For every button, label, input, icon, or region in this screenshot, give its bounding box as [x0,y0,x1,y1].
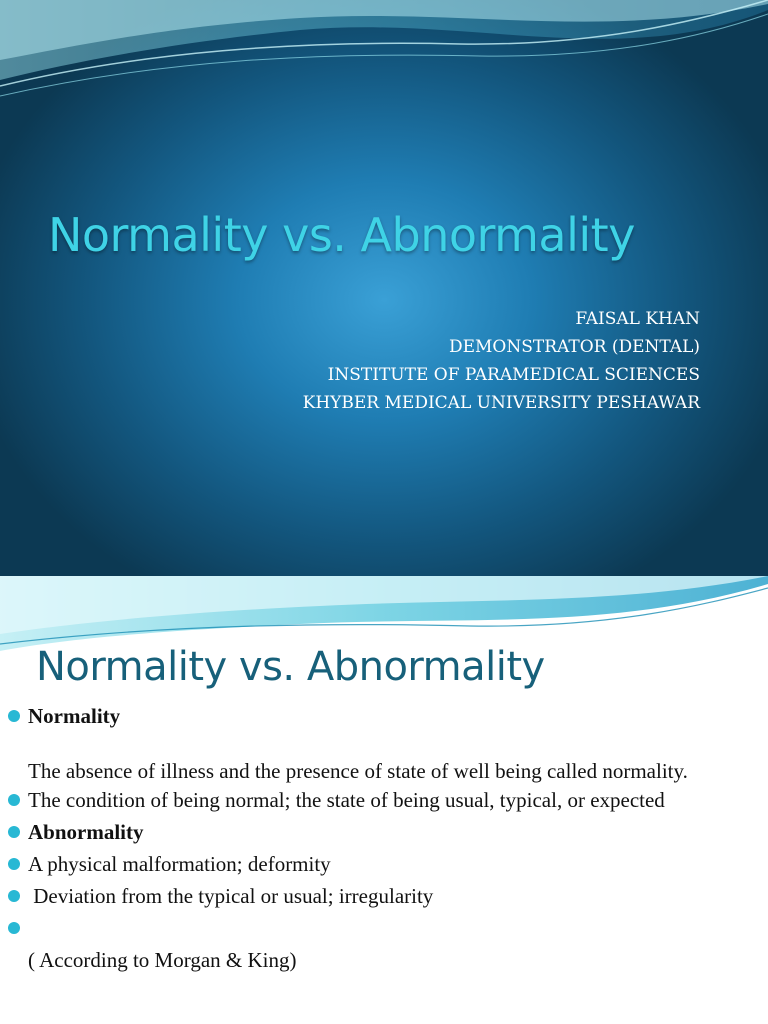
bullet-icon [8,710,20,722]
list-item: A physical malformation; deformity [6,850,746,879]
bullet-icon [8,794,20,806]
presenter-info [303,305,700,417]
slide-title: Normality vs. Abnormality [48,208,635,262]
bullet-icon [8,890,20,902]
slide-title: Normality vs. Abnormality [36,644,545,690]
presenter-institute: INSTITUTE OF PARAMEDICAL SCIENCES [327,365,700,385]
bullet-icon [8,826,20,838]
presenter-university: KHYBER MEDICAL UNIVERSITY PESHAWAR [302,393,700,413]
presenter-role: DEMONSTRATOR (DENTAL) [448,337,700,357]
list-item [6,914,746,943]
list-item: ( According to Morgan & King) [28,948,297,972]
list-item: Deviation from the typical or usual; irregularity [6,882,746,911]
presenter-name: FAISAL KHAN [575,309,700,329]
list-item: Normality [6,702,746,731]
decorative-waves [0,0,768,110]
decorative-waves [0,576,768,651]
bullet-list [6,702,746,975]
content-slide [0,576,768,1024]
list-item: Abnormality [6,818,746,847]
bullet-icon [8,858,20,870]
bullet-icon [8,922,20,934]
list-item: The absence of illness and the presence of state of well being called normality. [28,759,688,783]
list-item: The condition of being normal; the state of being usual, typical, or expected [6,786,746,815]
